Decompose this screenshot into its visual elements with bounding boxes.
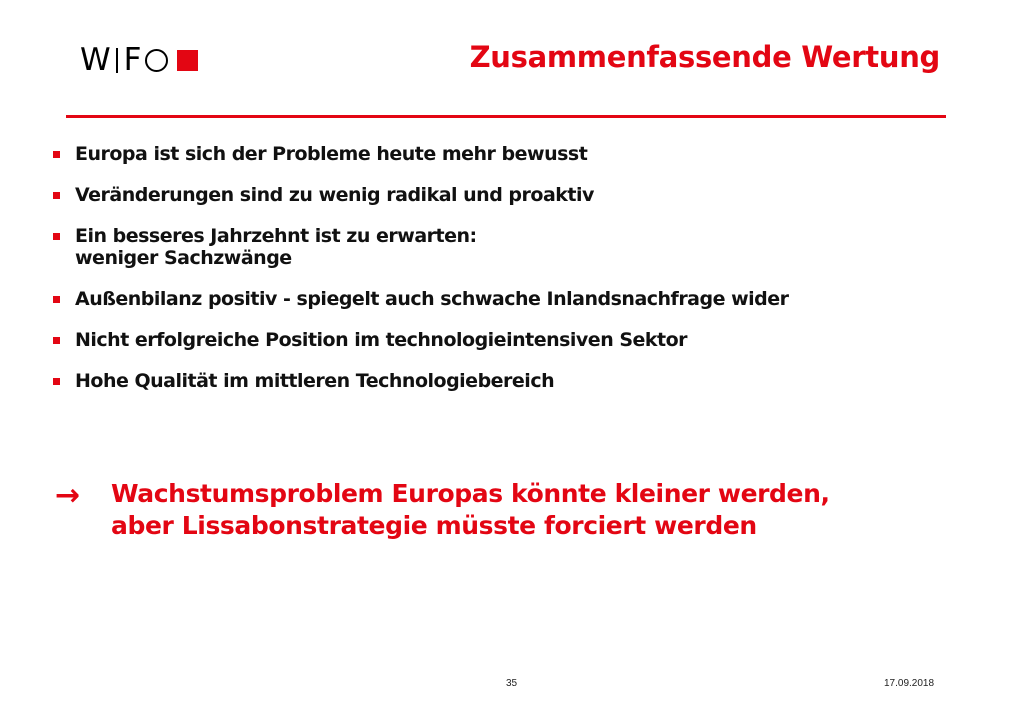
wifo-logo <box>80 41 198 79</box>
bullet-item <box>53 143 993 165</box>
footer-date: 17.09.2018 <box>884 678 935 689</box>
logo-circle <box>145 49 168 72</box>
bullet-square-icon <box>53 337 60 344</box>
logo-letter-f: F <box>123 42 142 78</box>
bullet-item <box>53 288 993 310</box>
bullet-square-icon <box>53 378 60 385</box>
bullet-text: Hohe Qualität im mittleren Technologiebereich <box>75 370 555 392</box>
title-divider <box>66 115 946 118</box>
bullet-text: Europa ist sich der Probleme heute mehr bewusst <box>75 143 588 165</box>
bullet-item <box>53 329 993 351</box>
logo-letter-w: W <box>80 42 111 78</box>
slide-title: Zusammenfassende Wertung <box>469 40 940 74</box>
bullet-list <box>53 143 993 411</box>
bullet-item <box>53 225 993 269</box>
conclusion-text: Wachstumsproblem Europas könnte kleiner werden, aber Lissabonstrategie müsste forciert werden <box>111 479 830 540</box>
logo-separator <box>116 48 118 73</box>
bullet-square-icon <box>53 151 60 158</box>
bullet-text: Ein besseres Jahrzehnt ist zu erwarten: weniger Sachzwänge <box>75 225 477 269</box>
logo-red-square <box>177 50 198 71</box>
right-arrow-icon: → <box>55 478 81 513</box>
bullet-square-icon <box>53 192 60 199</box>
bullet-text: Nicht erfolgreiche Position im technologieintensiven Sektor <box>75 329 688 351</box>
page-number: 35 <box>506 678 518 689</box>
bullet-square-icon <box>53 296 60 303</box>
bullet-text: Veränderungen sind zu wenig radikal und proaktiv <box>75 184 594 206</box>
bullet-text: Außenbilanz positiv - spiegelt auch schwache Inlandsnachfrage wider <box>75 288 789 310</box>
bullet-item <box>53 370 993 392</box>
conclusion-block <box>55 478 830 542</box>
bullet-square-icon <box>53 233 60 240</box>
bullet-item <box>53 184 993 206</box>
